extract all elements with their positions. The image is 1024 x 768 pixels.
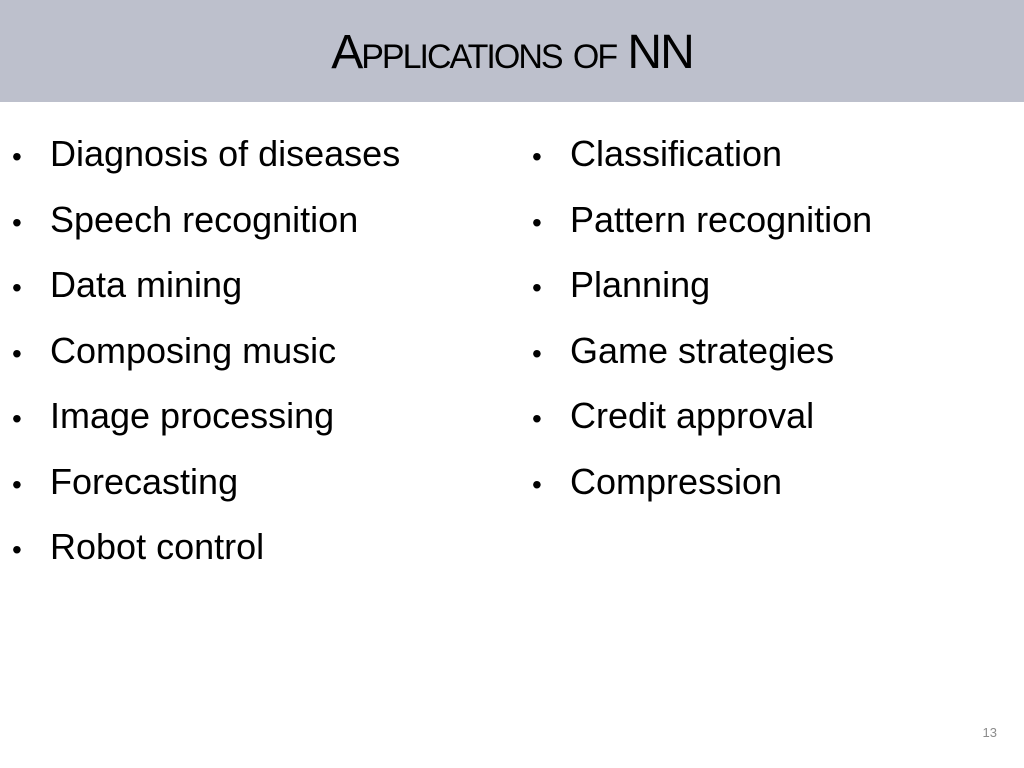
bullet-icon: • bbox=[12, 337, 22, 369]
list-item bbox=[530, 263, 1010, 329]
bullet-icon: • bbox=[12, 272, 22, 303]
list-item-text: Compression bbox=[570, 460, 783, 502]
page-number: 13 bbox=[982, 725, 997, 740]
list-item-text: Forecasting bbox=[50, 460, 239, 502]
bullet-icon: • bbox=[12, 534, 22, 565]
slide-title: Applications of NN bbox=[331, 26, 693, 79]
list-item bbox=[10, 329, 500, 395]
list-item bbox=[10, 394, 500, 460]
list-item-text: Diagnosis of diseases bbox=[50, 133, 401, 174]
list-item-text: Credit approval bbox=[570, 395, 815, 436]
right-bullet-list bbox=[530, 132, 1010, 525]
bullet-icon: • bbox=[12, 403, 22, 434]
bullet-icon: • bbox=[532, 337, 542, 369]
list-item bbox=[530, 460, 1010, 526]
left-bullet-list bbox=[10, 132, 500, 591]
bullet-icon: • bbox=[532, 468, 542, 500]
list-item-text: Speech recognition bbox=[50, 198, 359, 240]
list-item-text: Data mining bbox=[50, 264, 243, 305]
list-item-text: Game strategies bbox=[570, 329, 835, 371]
bullet-icon: • bbox=[12, 141, 22, 172]
list-item bbox=[10, 525, 500, 591]
list-item bbox=[530, 329, 1010, 395]
list-item-text: Composing music bbox=[50, 329, 337, 371]
title-bar bbox=[0, 0, 1024, 102]
list-item bbox=[10, 198, 500, 264]
list-item bbox=[10, 460, 500, 526]
bullet-icon: • bbox=[12, 206, 22, 238]
list-item bbox=[530, 394, 1010, 460]
list-item-text: Pattern recognition bbox=[570, 198, 873, 240]
list-item bbox=[530, 198, 1010, 264]
bullet-icon: • bbox=[532, 403, 542, 434]
list-item bbox=[530, 132, 1010, 198]
list-item-text: Robot control bbox=[50, 526, 265, 567]
bullet-icon: • bbox=[532, 206, 542, 238]
bullet-icon: • bbox=[12, 468, 22, 500]
bullet-icon: • bbox=[532, 272, 542, 303]
list-item bbox=[10, 263, 500, 329]
list-item bbox=[10, 132, 500, 198]
list-item-text: Planning bbox=[570, 264, 711, 305]
list-item-text: Classification bbox=[570, 133, 783, 174]
list-item-text: Image processing bbox=[50, 395, 335, 436]
bullet-icon: • bbox=[532, 141, 542, 172]
